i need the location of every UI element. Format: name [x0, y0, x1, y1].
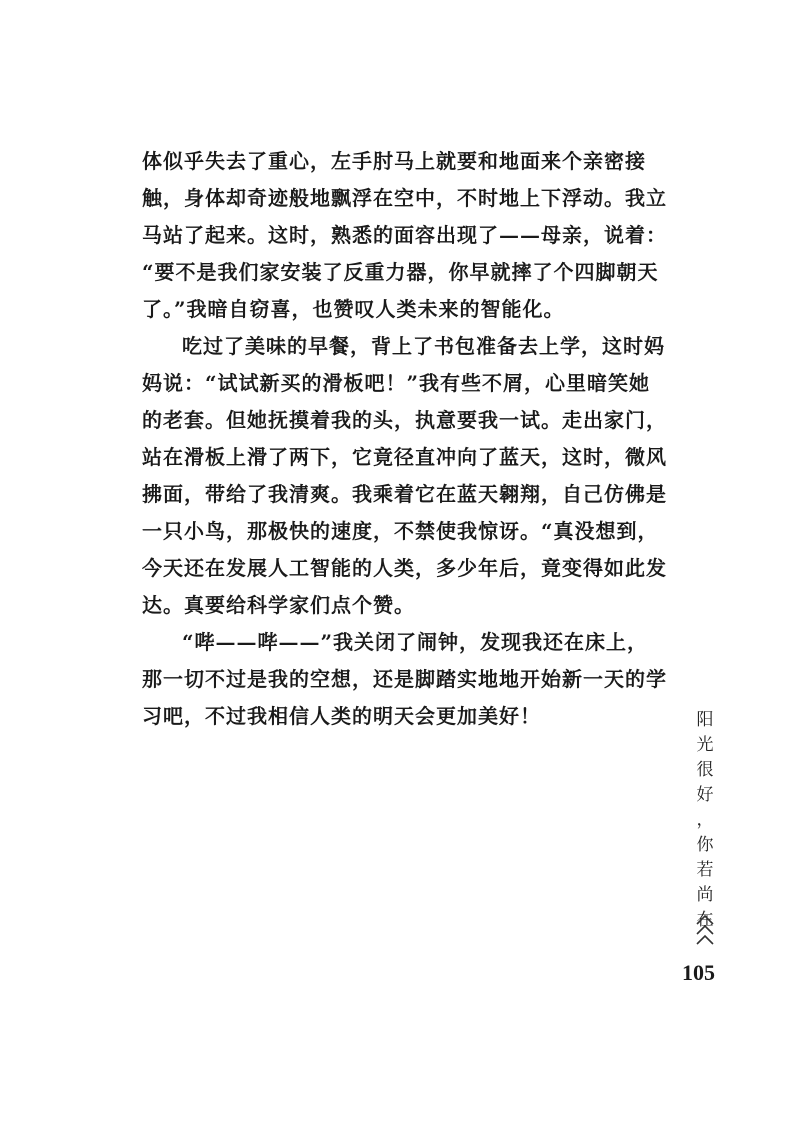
paragraph-start-line: 吃过了美味的早餐，背上了书包准备去上学，这时妈: [182, 334, 665, 358]
title-char: 阳: [696, 710, 714, 730]
title-char: ，: [696, 810, 714, 830]
text-line: 站在滑板上滑了两下，它竟径直冲向了蓝天，这时，微风: [142, 445, 667, 469]
text-line: 今天还在发展人工智能的人类，多少年后，竟变得如此发: [142, 556, 667, 580]
paragraph-start-line: “哔——哔——”我关闭了闹钟，发现我还在床上，: [182, 630, 649, 654]
text-line: 那一切不过是我的空想，还是脚踏实地地开始新一天的学: [142, 667, 667, 691]
page-number: 105: [682, 960, 715, 985]
title-char: 很: [696, 760, 714, 780]
text-line: 的老套。但她抚摸着我的头，执意要我一试。走出家门，: [142, 408, 667, 432]
running-title-vertical: [692, 708, 718, 933]
text-line: 体似乎失去了重心，左手肘马上就要和地面来个亲密接: [142, 149, 646, 173]
title-char: 尚: [696, 885, 714, 905]
text-line: “要不是我们家安装了反重力器，你早就摔了个四脚朝天: [142, 260, 659, 284]
text-line: 拂面，带给了我清爽。我乘着它在蓝天翱翔，自己仿佛是: [142, 482, 667, 506]
body-text: [142, 143, 667, 735]
title-char: 在: [696, 910, 714, 930]
text-line: 了。”我暗自窃喜，也赞叹人类未来的智能化。: [142, 297, 565, 321]
title-char: 好: [696, 785, 714, 805]
title-char: 若: [696, 860, 714, 880]
text-line: 马站了起来。这时，熟悉的面容出现了——母亲，说着：: [142, 223, 667, 247]
text-line: 习吧，不过我相信人类的明天会更加美好！: [142, 704, 541, 728]
title-char: 光: [696, 735, 714, 755]
text-line: 达。真要给科学家们点个赞。: [142, 593, 415, 617]
text-line: 触，身体却奇迹般地飘浮在空中，不时地上下浮动。我立: [142, 186, 667, 210]
chevron-up-icon: [694, 912, 716, 948]
text-line: 一只小鸟，那极快的速度，不禁使我惊讶。“真没想到，: [142, 519, 659, 543]
text-line: 妈说：“试试新买的滑板吧！”我有些不屑，心里暗笑她: [142, 371, 651, 395]
title-char: 你: [696, 835, 714, 855]
